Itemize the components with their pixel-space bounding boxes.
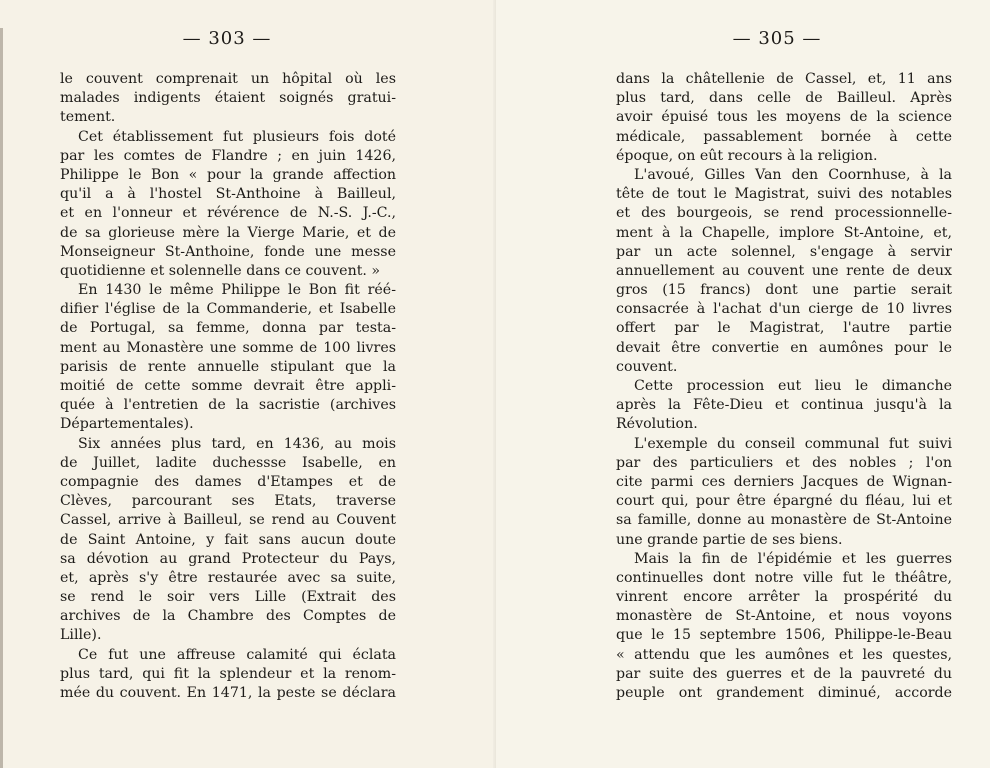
left-text-line: qu'il a à l'hostel St-Anthoine à Bailleul, (60, 186, 396, 203)
left-text-line: de Saint Antoine, y fait sans aucun doute (60, 531, 396, 548)
right-text-line: Mais la fin de l'épidémie et les guerres (634, 550, 952, 567)
left-text-line: quée à l'entretien de la sacristie (archives (60, 397, 396, 414)
left-text-line: Philippe le Bon « pour la grande affection (60, 166, 396, 183)
right-text-line: par un acte solennel, s'engage à servir (616, 243, 952, 260)
right-text-line: par suite des guerres et de la pauvreté du (616, 665, 952, 682)
page-edge (0, 28, 3, 768)
left-text-line: Cassel, arrive à Bailleul, se rend au Couvent (60, 512, 396, 529)
left-text-line: de sa glorieuse mère la Vierge Marie, et de (60, 224, 396, 241)
right-text-line: « attendu que les aumônes et les questes, (616, 646, 952, 663)
right-text-line: après la Fête-Dieu et continua jusqu'à la (616, 397, 952, 414)
left-text-line: plus tard, qui fit la splendeur et la renom- (60, 665, 396, 682)
right-text-line: peuple ont grandement diminué, accorde (616, 685, 952, 701)
left-text-line: par les comtes de Flandre ; en juin 1426, (60, 147, 396, 164)
left-text-line: malades indigents étaient soignés gratui- (60, 90, 396, 107)
right-page (496, 0, 990, 768)
left-page-number: — 303 — (182, 28, 272, 49)
right-text-line: médicale, passablement bornée à cette (616, 128, 952, 145)
left-text-line: archives de la Chambre des Comptes de (60, 608, 396, 625)
left-text-line: quotidienne et solennelle dans ce couvent. » (60, 262, 381, 279)
left-text-line: parisis de rente annuelle stipulant que la (60, 358, 396, 375)
right-page-number: — 305 — (732, 28, 822, 49)
right-text-line: vinrent encore arrêter la prospérité du (616, 589, 952, 606)
right-text-line: offert par le Magistrat, l'autre partie (616, 320, 952, 337)
left-page-text (60, 70, 396, 703)
right-text-line: tête de tout le Magistrat, suivi des notables (616, 186, 952, 203)
right-text-line: que le 15 septembre 1506, Philippe-le-Beau (616, 627, 952, 644)
right-text-line: consacrée à l'achat d'un cierge de 10 livres (616, 301, 952, 318)
right-page-text (616, 70, 952, 703)
left-text-line: Ce fut une affreuse calamité qui éclata (78, 646, 396, 663)
right-text-line: et des bourgeois, se rend processionnelle- (616, 205, 952, 222)
right-text-line: devait être convertie en aumônes pour le (616, 339, 952, 356)
left-text-line: compagnie des dames d'Etampes et de (60, 473, 396, 490)
left-text-line: et, après s'y être restaurée avec sa suite, (60, 569, 396, 586)
right-text-line: gros (15 francs) dont une partie serait (616, 282, 952, 299)
right-text-line: L'avoué, Gilles Van den Coornhuse, à la (634, 166, 952, 183)
right-text-line: annuellement au couvent une rente de deux (616, 262, 952, 279)
left-text-line: Six années plus tard, en 1436, au mois (78, 435, 396, 452)
left-text-line: se rend le soir vers Lille (Extrait des (60, 589, 396, 606)
right-text-line: époque, on eût recours à la religion. (616, 147, 878, 164)
left-text-line: le couvent comprenait un hôpital où les (60, 71, 396, 87)
right-text-line: avoir épuisé tous les moyens de la science (616, 109, 952, 126)
right-text-line: dans la châtellenie de Cassel, et, 11 ans (616, 71, 952, 87)
left-text-line: Monseigneur St-Anthoine, fonde une messe (60, 243, 396, 260)
left-text-line: Départementales). (60, 416, 194, 433)
left-text-line: tement. (60, 109, 116, 126)
right-text-line: ment à la Chapelle, implore St-Antoine, et, (616, 224, 952, 241)
right-text-line: monastère de St-Antoine, et nous voyons (616, 608, 952, 625)
right-text-line: une grande partie de ses biens. (616, 531, 843, 548)
right-text-line: couvent. (616, 358, 678, 375)
left-text-line: En 1430 le même Philippe le Bon fit réé- (78, 282, 396, 299)
right-text-line: L'exemple du conseil communal fut suivi (634, 435, 952, 452)
left-text-line: sa dévotion au grand Protecteur du Pays, (60, 550, 396, 567)
left-text-line: Clèves, parcourant ses Etats, traverse (60, 493, 396, 510)
left-text-line: et en l'onneur et révérence de N.-S. J.-C., (60, 205, 396, 222)
right-text-line: Cette procession eut lieu le dimanche (634, 378, 952, 394)
right-text-line: sa famille, donne au monastère de St-Antoine (616, 512, 952, 529)
left-text-line: de Portugal, sa femme, donna par testa- (60, 320, 396, 337)
left-text-line: moitié de cette somme devrait être appli- (60, 378, 396, 394)
right-text-line: continuelles dont notre ville fut le théâtre, (616, 569, 952, 586)
left-text-line: Cet établissement fut plusieurs fois doté (78, 128, 396, 145)
left-text-line: mée du couvent. En 1471, la peste se déclara (60, 685, 396, 701)
right-text-line: plus tard, dans celle de Bailleul. Après (616, 90, 952, 107)
left-text-line: de Juillet, ladite duchessse Isabelle, en (60, 454, 396, 471)
right-text-line: par des particuliers et des nobles ; l'on (616, 454, 952, 471)
right-text-line: court qui, pour être épargné du fléau, lui et (616, 493, 952, 510)
right-text-line: Révolution. (616, 416, 698, 433)
left-text-line: Lille). (60, 627, 102, 644)
right-text-line: cite parmi ces derniers Jacques de Wignan- (616, 473, 952, 490)
left-text-line: difier l'église de la Commanderie, et Isabelle (60, 301, 396, 318)
left-text-line: ment au Monastère une somme de 100 livres (60, 339, 396, 356)
